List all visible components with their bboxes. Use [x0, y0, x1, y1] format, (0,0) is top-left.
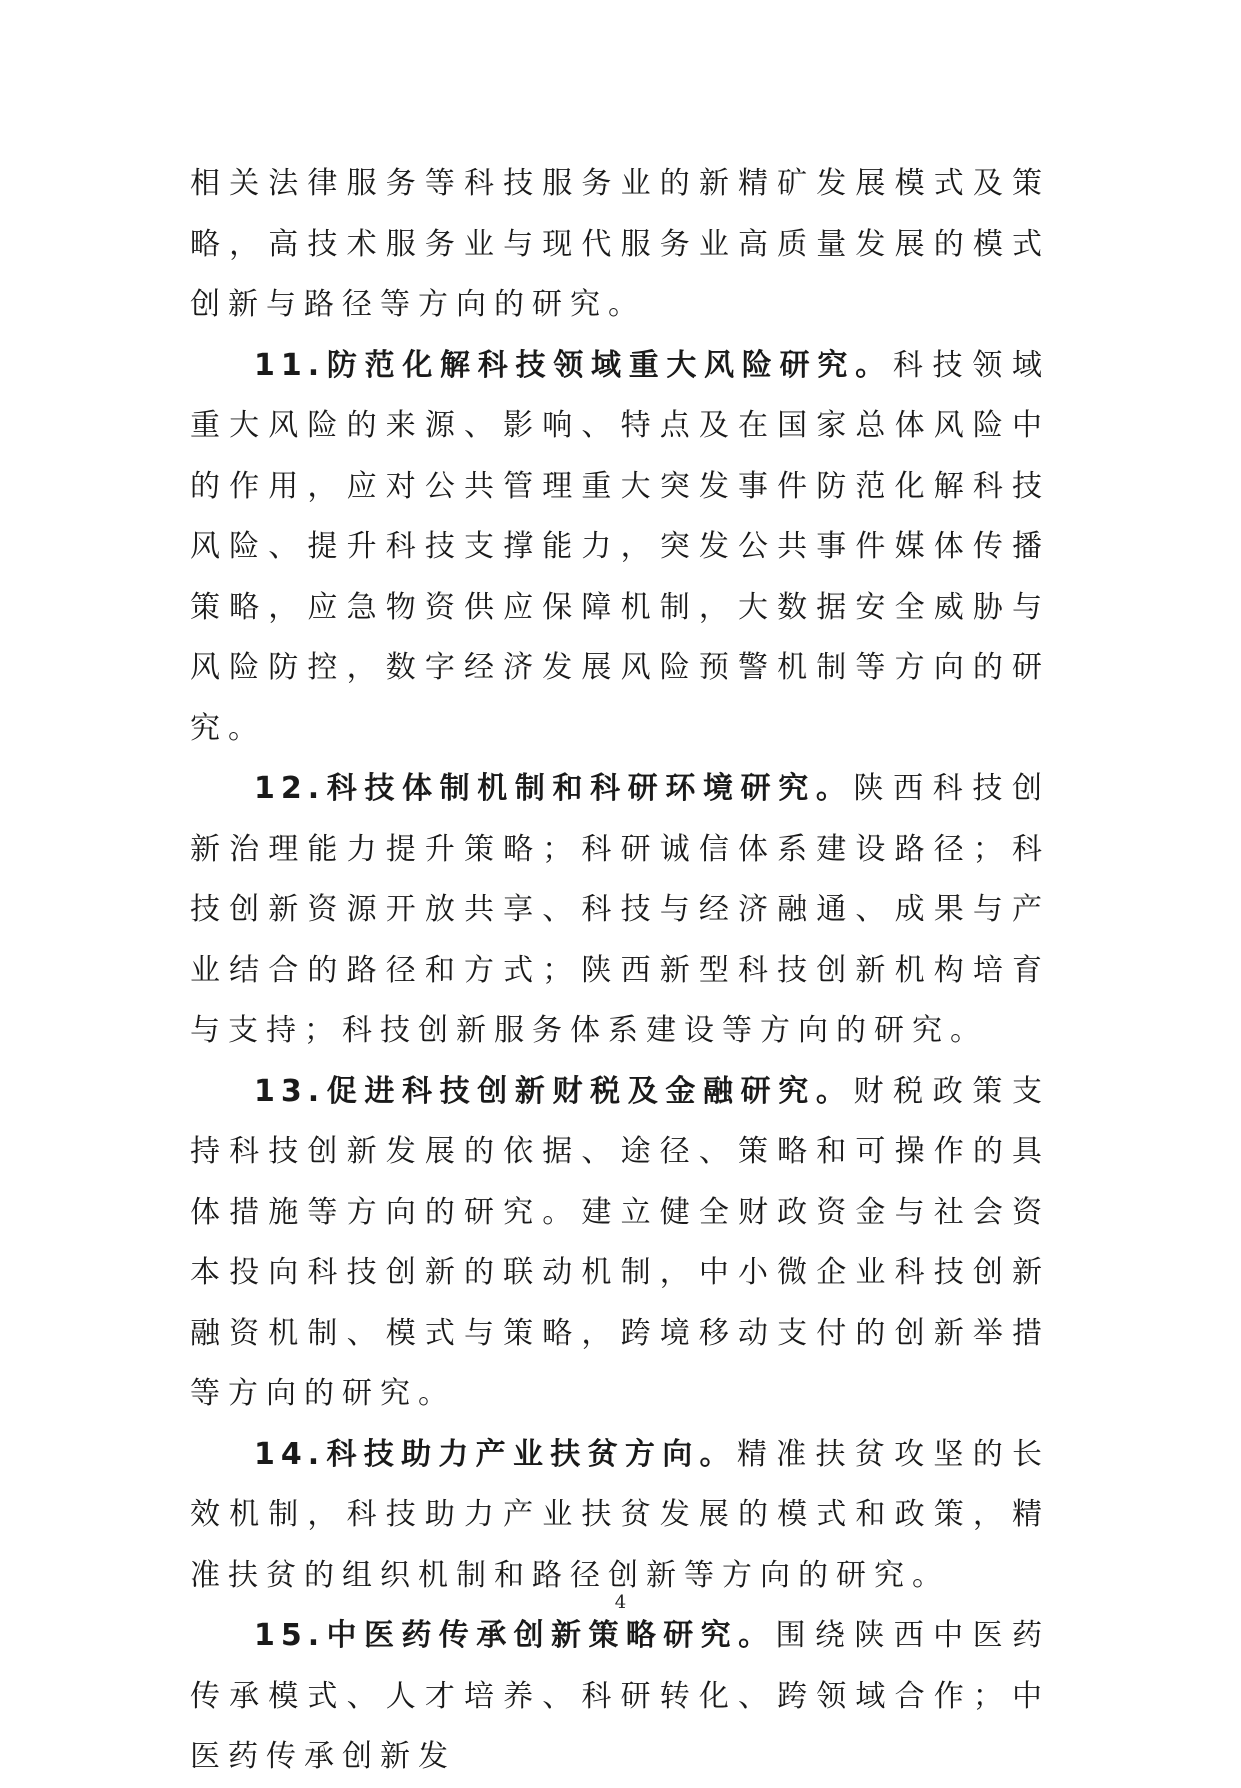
paragraph-body: 精准扶贫攻坚的长效机制，科技助力产业扶贫发展的模式和政策，精准扶贫的组织机制和路径创新等方向的研究。 [190, 1436, 1050, 1593]
page-number: 4 [614, 1592, 627, 1613]
paragraph-item-15 [190, 1606, 1050, 1788]
paragraph-body: 陕西科技创新治理能力提升策略；科研诚信体系建设路径；科技创新资源开放共享、科技与经济融通、成果与产业结合的路径和方式；陕西新型科技创新机构培育与支持；科技创新服务体系建设等方向的研究。 [190, 771, 1050, 1048]
paragraph-item-12 [190, 759, 1050, 1062]
paragraph-body: 财税政策支持科技创新发展的依据、途径、策略和可操作的具体措施等方向的研究。建立健全财政资金与社会资本投向科技创新的联动机制，中小微企业科技创新融资机制、模式与策略，跨境移动支付的创新举措等方向的研究。 [190, 1073, 1050, 1411]
paragraph-body: 相关法律服务等科技服务业的新精矿发展模式及策略，高技术服务业与现代服务业高质量发展的模式创新与路径等方向的研究。 [190, 166, 1050, 322]
paragraph-heading: 15.中医药传承创新策略研究。 [254, 1618, 776, 1653]
paragraph-heading: 13.促进科技创新财税及金融研究。 [254, 1073, 854, 1109]
paragraph-item-11 [190, 336, 1050, 760]
paragraph-body: 围绕陕西中医药传承模式、人才培养、科研转化、跨领域合作；中医药传承创新发 [190, 1618, 1050, 1774]
paragraph-heading: 11.防范化解科技领域重大风险研究。 [254, 347, 893, 383]
paragraph-heading: 12.科技体制机制和科研环境研究。 [254, 771, 854, 806]
document-body [190, 154, 1050, 1788]
paragraph-heading: 14.科技助力产业扶贫方向。 [254, 1436, 737, 1472]
paragraph-item-13 [190, 1062, 1050, 1425]
paragraph-continuation [190, 154, 1050, 336]
paragraph-item-14 [190, 1425, 1050, 1607]
paragraph-body: 科技领域重大风险的来源、影响、特点及在国家总体风险中的作用，应对公共管理重大突发事件防范化解科技风险、提升科技支撑能力，突发公共事件媒体传播策略，应急物资供应保障机制，大数据安全威胁与风险防控，数字经济发展风险预警机制等方向的研究。 [190, 347, 1050, 746]
